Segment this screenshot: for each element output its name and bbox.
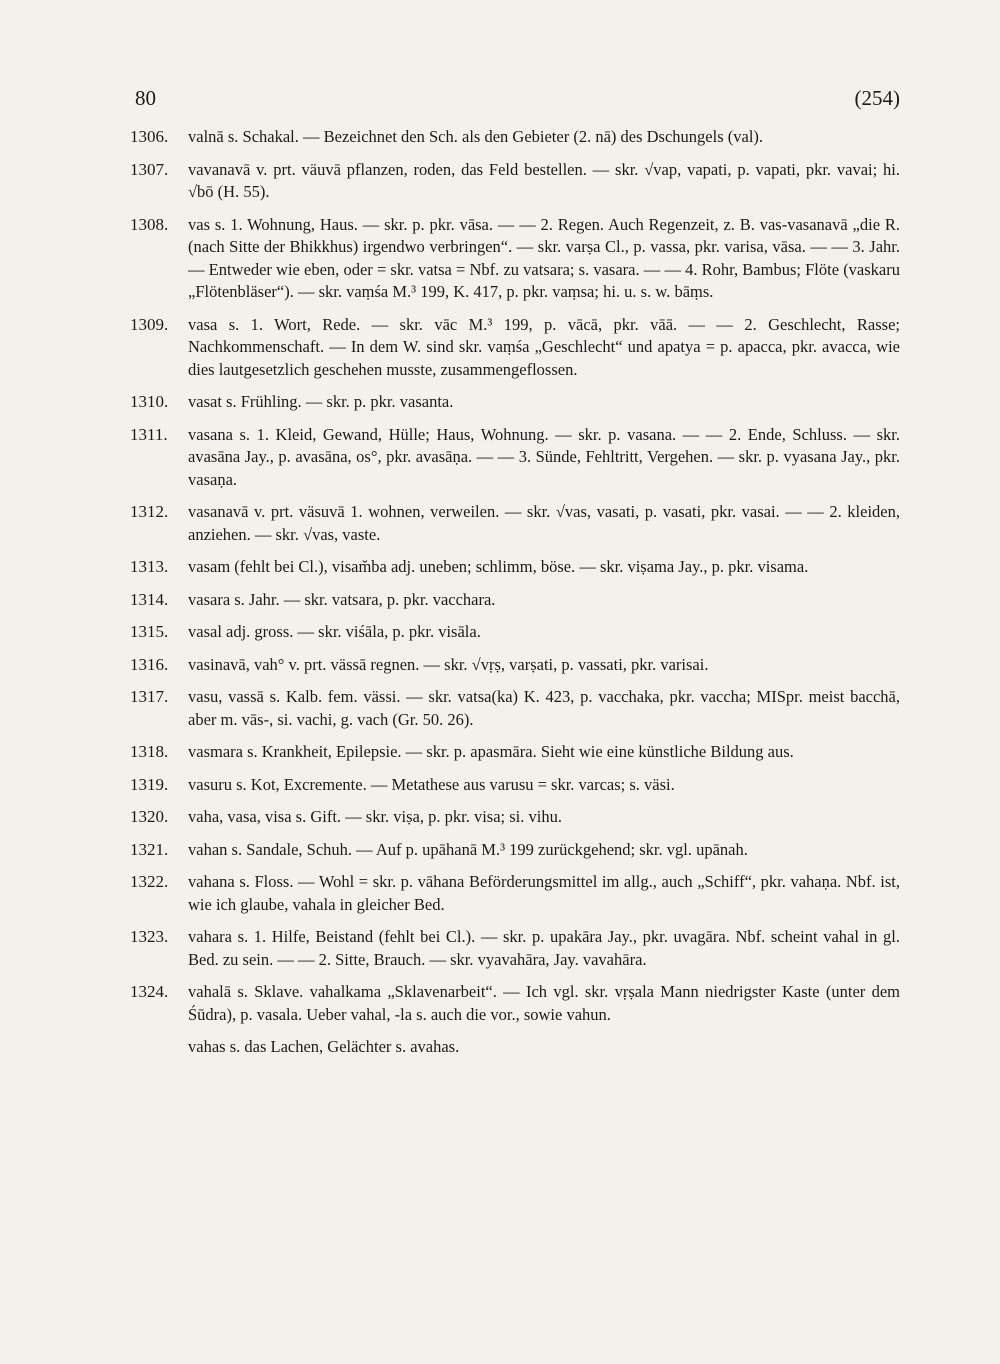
dictionary-entry	[130, 589, 900, 612]
entry-text: vaha, vasa, visa s. Gift. — skr. viṣa, p. pkr. visa; si. vihu.	[188, 807, 562, 826]
dictionary-entry	[130, 741, 900, 764]
entry-number: 1318.	[130, 742, 169, 761]
entry-number: 1311.	[130, 424, 168, 444]
entry-text: vahalā s. Sklave. vahalkama „Sklavenarbeit“. — Ich vgl. skr. vṛṣala Mann niedrigster Kaste (unter dem Śūdra), p. vasala. Ueber vahal, -la s. auch die vor., sowie vahun.	[188, 982, 900, 1024]
entry-text: vahara s. 1. Hilfe, Beistand (fehlt bei Cl.). — skr. p. upakāra Jay., pkr. uvagāra. Nbf. scheint vahal in gl. Bed. zu sein. — — 2. Sitte, Brauch. — skr. vyavahāra, Jay. vavahāra.	[188, 927, 900, 969]
entry-text: vahas s. das Lachen, Gelächter s. avahas.	[188, 1037, 460, 1056]
entry-text: vasa s. 1. Wort, Rede. — skr. vāc M.³ 199, p. vācā, pkr. vāā. — — 2. Geschlecht, Rasse; Nachkommenschaft. — In dem W. sind skr. vaṃśa „Geschlecht“ und apatya = p. apacca, pkr. avacca, wie dies lautgesetzlich geschehen musste, zusammengeflossen.	[188, 314, 900, 379]
entry-number: 1307.	[130, 159, 169, 179]
entry-text: vasmara s. Krankheit, Epilepsie. — skr. p. apasmāra. Sieht wie eine künstliche Bildung aus.	[188, 742, 794, 761]
entry-number: 1310.	[130, 392, 169, 411]
entry-text: vasal adj. gross. — skr. viśāla, p. pkr. visāla.	[188, 622, 481, 641]
entry-number: 1322.	[130, 872, 169, 891]
entry-number: 1319.	[130, 774, 169, 794]
dictionary-entry	[130, 926, 900, 971]
entry-number: 1313.	[130, 557, 169, 576]
dictionary-entry	[130, 126, 900, 149]
page-reference: (254)	[854, 86, 900, 110]
dictionary-entry	[130, 314, 900, 382]
entry-number: 1315.	[130, 622, 169, 641]
dictionary-entry	[130, 1036, 900, 1059]
entry-text: vasinavā, vah° v. prt. vässā regnen. — skr. √vṛṣ, varṣati, p. vassati, pkr. varisai.	[188, 654, 709, 674]
entry-text: vasanavā v. prt. väsuvā 1. wohnen, verweilen. — skr. √vas, vasati, p. vasati, pkr. vasai. — — 2. kleiden, anziehen. — skr. √vas, vaste.	[188, 502, 900, 544]
entry-number: 1308.	[130, 214, 169, 234]
entry-number: 1306.	[130, 127, 169, 146]
dictionary-entry	[130, 871, 900, 916]
entry-text: vasam (fehlt bei Cl.), visam̆ba adj. uneben; schlimm, böse. — skr. viṣama Jay., p. pkr. visama.	[188, 557, 809, 576]
dictionary-entry	[130, 686, 900, 731]
entry-text: vasu, vassā s. Kalb. fem. vässi. — skr. vatsa(ka) K. 423, p. vacchaka, pkr. vaccha; MISpr. meist bacchā, aber m. vās-, si. vachi, g. vach (Gr. 50. 26).	[188, 687, 900, 729]
dictionary-entry	[130, 654, 900, 677]
dictionary-entry	[130, 621, 900, 644]
entry-number: 1320.	[130, 807, 169, 826]
dictionary-entry	[130, 806, 900, 829]
entry-list	[130, 126, 900, 1069]
entry-number: 1314.	[130, 589, 169, 609]
dictionary-entry	[130, 424, 900, 492]
entry-number: 1321.	[130, 839, 169, 859]
entry-number	[130, 1036, 188, 1059]
page-number: 80	[135, 86, 156, 110]
entry-number: 1317.	[130, 687, 169, 706]
entry-text: vasana s. 1. Kleid, Gewand, Hülle; Haus, Wohnung. — skr. p. vasana. — — 2. Ende, Schluss. — skr. avasāna Jay., p. avasāna, os°, pkr. avasāṇa. — — 3. Sünde, Fehltritt, Vergehen. — skr. p. vyasana Jay., pkr. vasaṇa.	[188, 424, 900, 489]
dictionary-entry	[130, 214, 900, 304]
entry-text: vasuru s. Kot, Excremente. — Metathese aus varusu = skr. varcas; s. väsi.	[188, 774, 675, 794]
entry-number: 1316.	[130, 654, 169, 674]
dictionary-entry	[130, 391, 900, 414]
entry-number: 1323.	[130, 927, 169, 946]
entry-text: vas s. 1. Wohnung, Haus. — skr. p. pkr. vāsa. — — 2. Regen. Auch Regenzeit, z. B. vas-vasanavā „die R. (nach Sitte der Bhikkhus) irgendwo verbringen“. — skr. varṣa Cl., p. vassa, pkr. varisa, vāsa. — — 3. Jahr. — Entweder wie eben, oder = skr. vatsa = Nbf. zu vatsara; s. vasara. — — 4. Rohr, Bambus; Flöte (vaskaru „Flötenbläser“). — skr. vaṃśa M.³ 199, K. 417, p. pkr. vaṃsa; hi. u. s. w. bāṃs.	[188, 214, 900, 301]
entry-text: vavanavā v. prt. väuvā pflanzen, roden, das Feld bestellen. — skr. √vap, vapati, p. vapati, pkr. vavai; hi. √bō (H. 55).	[188, 159, 900, 201]
dictionary-entry	[130, 556, 900, 579]
entry-text: vahan s. Sandale, Schuh. — Auf p. upāhanā M.³ 199 zurückgehend; skr. vgl. upānah.	[188, 839, 748, 859]
entry-number: 1309.	[130, 314, 169, 334]
dictionary-entry	[130, 501, 900, 546]
dictionary-entry	[130, 159, 900, 204]
entry-number: 1324.	[130, 982, 169, 1001]
entry-text: vahana s. Floss. — Wohl = skr. p. vāhana Beförderungsmittel im allg., auch „Schiff“, pkr. vahaṇa. Nbf. ist, wie ich glaube, vahala in gleicher Bed.	[188, 872, 900, 914]
entry-text: valnā s. Schakal. — Bezeichnet den Sch. als den Gebieter (2. nā) des Dschungels (val).	[188, 127, 764, 146]
dictionary-entry	[130, 981, 900, 1026]
entry-number: 1312.	[130, 502, 169, 521]
entry-text: vasara s. Jahr. — skr. vatsara, p. pkr. vacchara.	[188, 589, 496, 609]
dictionary-entry	[130, 839, 900, 862]
entry-text: vasat s. Frühling. — skr. p. pkr. vasanta.	[188, 392, 454, 411]
dictionary-entry	[130, 774, 900, 797]
page-header	[135, 86, 900, 116]
